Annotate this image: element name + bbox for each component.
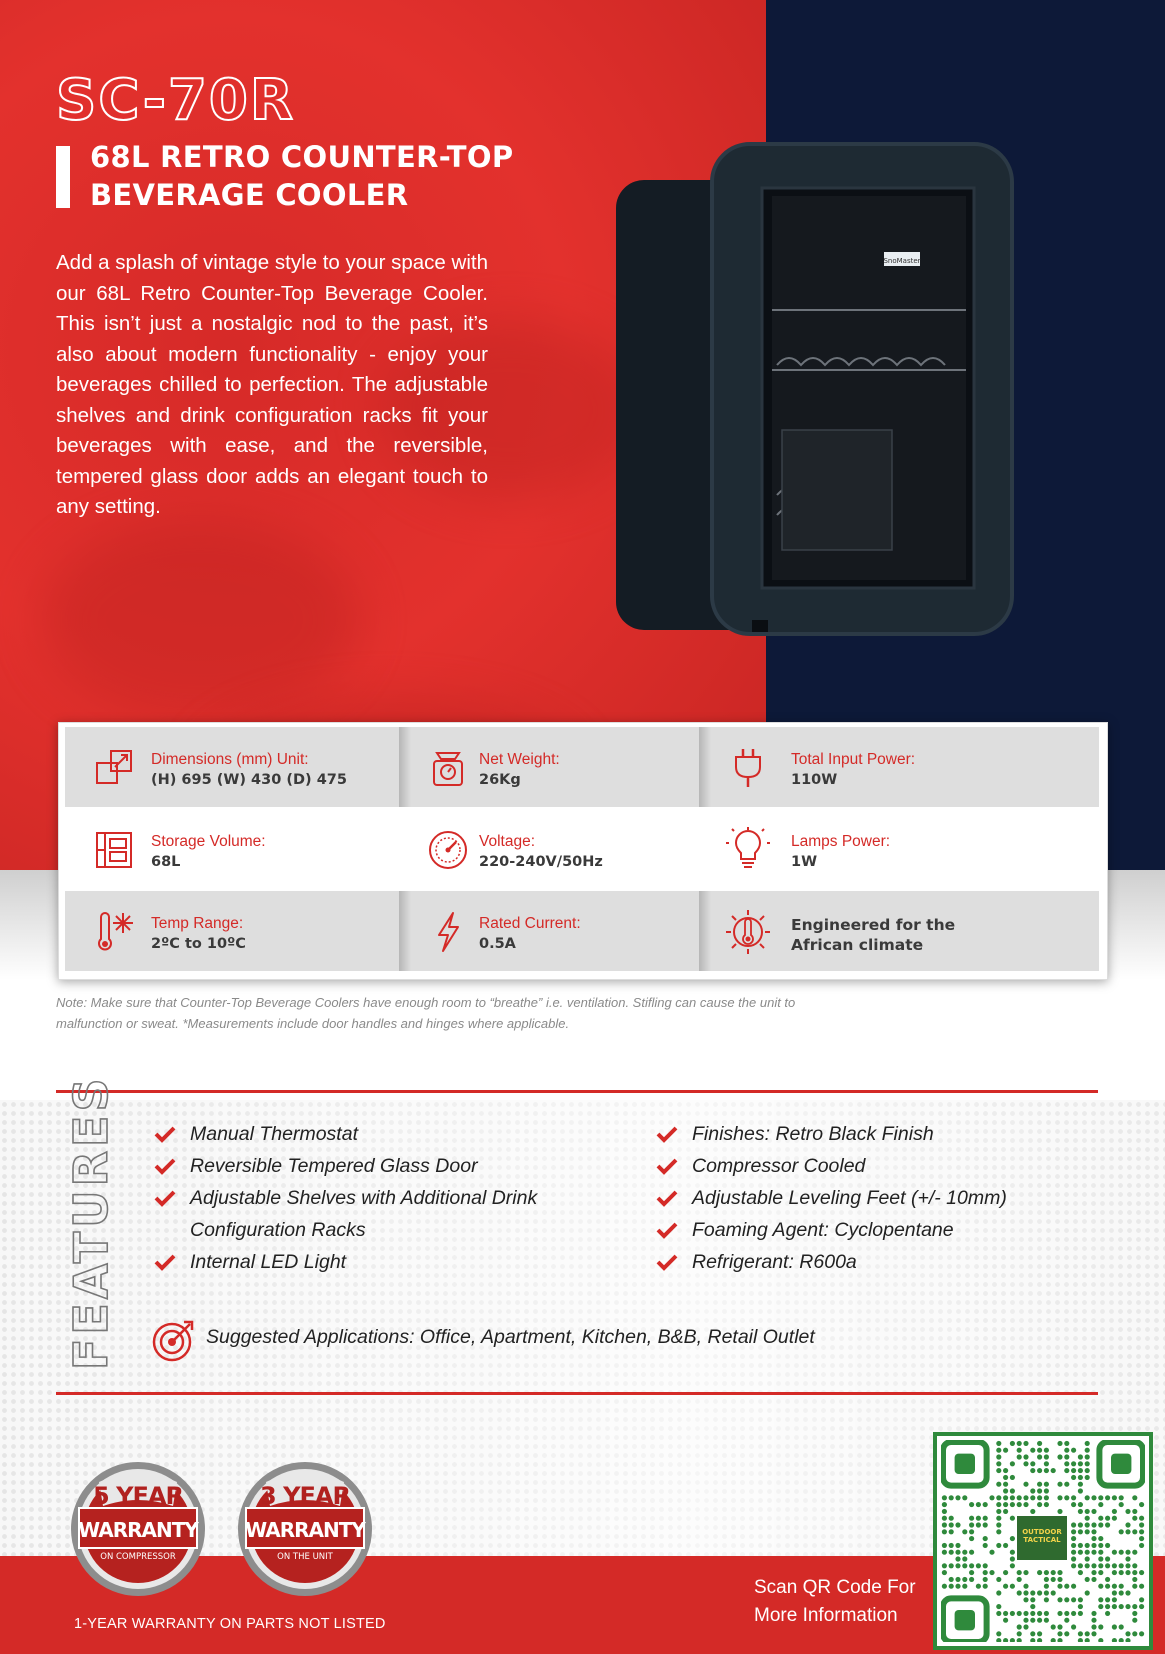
warranty-years: 3 YEAR (260, 1482, 350, 1510)
feature-text: Finishes: Retro Black Finish (692, 1123, 934, 1145)
spec-cell-voltage (405, 809, 685, 889)
spec-label: Total Input Power: (791, 751, 916, 768)
divider-bottom (56, 1392, 1098, 1395)
qr-code[interactable] (933, 1432, 1153, 1650)
warranty-word: WARRANTY (78, 1518, 198, 1542)
spec-label: Lamps Power: (791, 833, 891, 850)
check-icon (154, 1125, 176, 1143)
qr-caption-line2: More Information (754, 1605, 898, 1626)
warranty-footnote: 1-YEAR WARRANTY ON PARTS NOT LISTED (74, 1616, 386, 1632)
spec-cell-temp-range (65, 891, 399, 971)
spec-value: 0.5A (479, 936, 516, 952)
check-icon (154, 1253, 176, 1271)
target-icon (150, 1318, 196, 1364)
feature-item (656, 1118, 1086, 1150)
warranty-years: 5 YEAR (93, 1482, 183, 1510)
qr-caption (754, 1574, 934, 1630)
feature-item (656, 1182, 1086, 1214)
check-icon (656, 1253, 678, 1271)
spec-cell-lamps-power (705, 809, 1099, 889)
scale-icon (425, 745, 471, 791)
check-icon (656, 1189, 678, 1207)
feature-item (154, 1182, 614, 1246)
check-icon (656, 1125, 678, 1143)
product-description: Add a splash of vintage style to your space with our 68L Retro Counter-Top Beverage Cooler. This isn’t just a nostalgic nod to the past, it’s also about modern functionality - enjoy your beverages chilled to perfection. The adjustable shelves and drink configuration racks fit your beverages with ease, and the reversible, tempered glass door adds an elegant touch to any setting. (56, 251, 488, 518)
feature-item (656, 1150, 1086, 1182)
feature-text: Internal LED Light (190, 1251, 347, 1273)
warranty-scope: ON COMPRESSOR (100, 1552, 176, 1562)
feature-text: Compressor Cooled (692, 1155, 866, 1177)
ventilation-note: Note: Make sure that Counter-Top Beverage Coolers have enough room to “breathe” i.e. ventilation. Stifling can cause the unit to malfunction or sweat. *Measurements include door handles and hinges where applicable. (56, 995, 796, 1031)
thermometer-snow-icon (91, 909, 137, 955)
spec-row (65, 809, 1099, 889)
spec-label: Storage Volume: (151, 833, 266, 850)
spec-row (65, 891, 1099, 971)
spec-value: 2ºC to 10ºC (151, 936, 246, 952)
warranty-seal-3-year (236, 1460, 374, 1598)
spec-value: (H) 695 (W) 430 (D) 475 (151, 772, 347, 788)
dimensions-icon (91, 745, 137, 791)
spec-label: Net Weight: (479, 751, 560, 768)
feature-item (656, 1214, 1086, 1246)
feature-item (154, 1246, 614, 1278)
suggested-applications: Suggested Applications: Office, Apartment, Kitchen, B&B, Retail Outlet (206, 1326, 815, 1348)
storage-icon (91, 827, 137, 873)
spec-cell-climate (705, 891, 1099, 971)
spec-climate-text: Engineered for the African climate (791, 916, 956, 954)
divider-top (56, 1090, 1098, 1093)
warranty-word: WARRANTY (245, 1518, 365, 1542)
warranty-seal-5-year (69, 1460, 207, 1598)
feature-text: Adjustable Leveling Feet (+/- 10mm) (692, 1187, 1007, 1209)
spec-label: Voltage: (479, 833, 536, 850)
spec-cell-storage (65, 809, 399, 889)
spec-cell-net-weight (405, 727, 685, 807)
plug-icon (725, 745, 771, 791)
sun-thermometer-icon (725, 909, 771, 955)
spec-cell-rated-current (405, 891, 685, 971)
model-number: SC-70R (56, 68, 296, 133)
qr-logo (1015, 1514, 1069, 1562)
spec-value: 1W (791, 854, 818, 870)
spec-value: 110W (791, 772, 838, 788)
gauge-icon (425, 827, 471, 873)
spec-cell-dimensions (65, 727, 399, 807)
spec-cell-input-power (705, 727, 1099, 807)
features-list-left (154, 1118, 614, 1278)
warranty-scope: ON THE UNIT (277, 1552, 333, 1562)
product-title-line1: 68L RETRO COUNTER-TOP (90, 140, 514, 174)
feature-text: Foaming Agent: Cyclopentane (692, 1219, 954, 1241)
check-icon (154, 1157, 176, 1175)
spec-label: Dimensions (mm) Unit: (151, 751, 309, 768)
feature-text: Adjustable Shelves with Additional Drink Configuration Racks (190, 1187, 538, 1241)
feature-item (656, 1246, 1086, 1278)
spec-value: 220-240V/50Hz (479, 854, 603, 870)
product-badge: SnoMaster (883, 257, 921, 265)
features-heading: FEATURES (64, 1074, 118, 1370)
feature-text: Reversible Tempered Glass Door (190, 1155, 478, 1177)
spec-row (65, 727, 1099, 807)
qr-logo-text: OUTDOOR TACTICAL (1022, 1528, 1062, 1544)
feature-item (154, 1118, 614, 1150)
check-icon (656, 1221, 678, 1239)
title-accent-bar (56, 146, 70, 208)
feature-item (154, 1150, 614, 1182)
qr-caption-line1: Scan QR Code For (754, 1577, 916, 1598)
bulb-icon (725, 827, 771, 873)
spec-label: Rated Current: (479, 915, 581, 932)
spec-label: Temp Range: (151, 915, 244, 932)
lightning-icon (425, 909, 471, 955)
product-image (612, 140, 1022, 640)
spec-table (58, 722, 1108, 980)
features-list-right (656, 1118, 1086, 1278)
check-icon (154, 1189, 176, 1207)
feature-text: Refrigerant: R600a (692, 1251, 857, 1273)
feature-text: Manual Thermostat (190, 1123, 358, 1145)
product-title-line2: BEVERAGE COOLER (90, 178, 409, 212)
spec-value: 26Kg (479, 772, 521, 788)
spec-value: 68L (151, 854, 181, 870)
check-icon (656, 1157, 678, 1175)
